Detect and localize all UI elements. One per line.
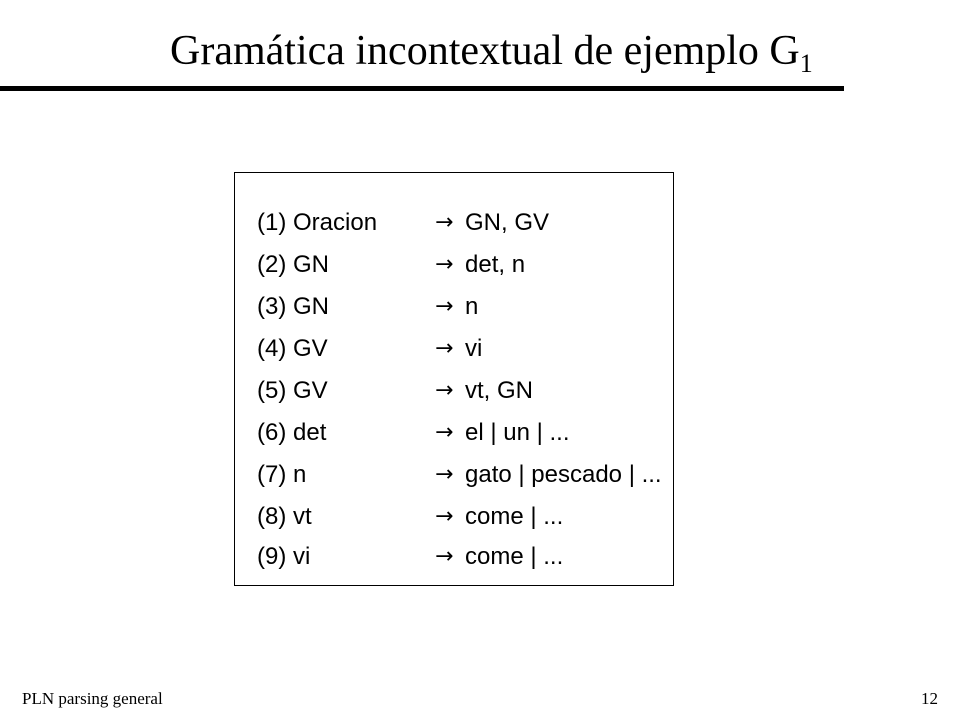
rule-rhs: det, n xyxy=(465,251,526,278)
rule-lhs: (2) GN xyxy=(257,251,329,278)
rule-rhs: el | un | ... xyxy=(465,419,570,446)
right-arrow-icon: → xyxy=(435,378,454,403)
right-arrow-icon: → xyxy=(435,420,454,445)
right-arrow-icon: → xyxy=(435,336,454,361)
right-arrow-icon: → xyxy=(435,252,454,277)
right-arrow-icon: → xyxy=(435,544,454,569)
title-divider xyxy=(0,86,844,91)
grammar-rules-box xyxy=(234,172,674,586)
slide-title-text: Gramática incontextual de ejemplo G xyxy=(170,28,800,74)
slide-title-subscript: 1 xyxy=(799,49,813,78)
rule-lhs: (9) vi xyxy=(257,543,311,570)
page-number: 12 xyxy=(921,689,938,708)
rule-rhs: vi xyxy=(465,335,483,362)
rule-lhs: (1) Oracion xyxy=(257,209,378,236)
rule-lhs: (5) GV xyxy=(257,377,328,404)
rule-lhs: (7) n xyxy=(257,461,307,488)
rule-rhs: gato | pescado | ... xyxy=(465,461,662,488)
rule-lhs: (3) GN xyxy=(257,293,329,320)
right-arrow-icon: → xyxy=(435,294,454,319)
rule-rhs: GN, GV xyxy=(465,209,550,236)
right-arrow-icon: → xyxy=(435,504,454,529)
rule-rhs: come | ... xyxy=(465,543,564,570)
rule-lhs: (4) GV xyxy=(257,335,328,362)
rule-lhs: (6) det xyxy=(257,419,327,446)
right-arrow-icon: → xyxy=(435,210,454,235)
right-arrow-icon: → xyxy=(435,462,454,487)
rule-rhs: vt, GN xyxy=(465,377,534,404)
slide-title xyxy=(170,26,813,76)
rule-rhs: come | ... xyxy=(465,503,564,530)
rule-rhs: n xyxy=(465,293,479,320)
footer-course-label: PLN parsing general xyxy=(22,689,163,708)
rule-lhs: (8) vt xyxy=(257,503,312,530)
